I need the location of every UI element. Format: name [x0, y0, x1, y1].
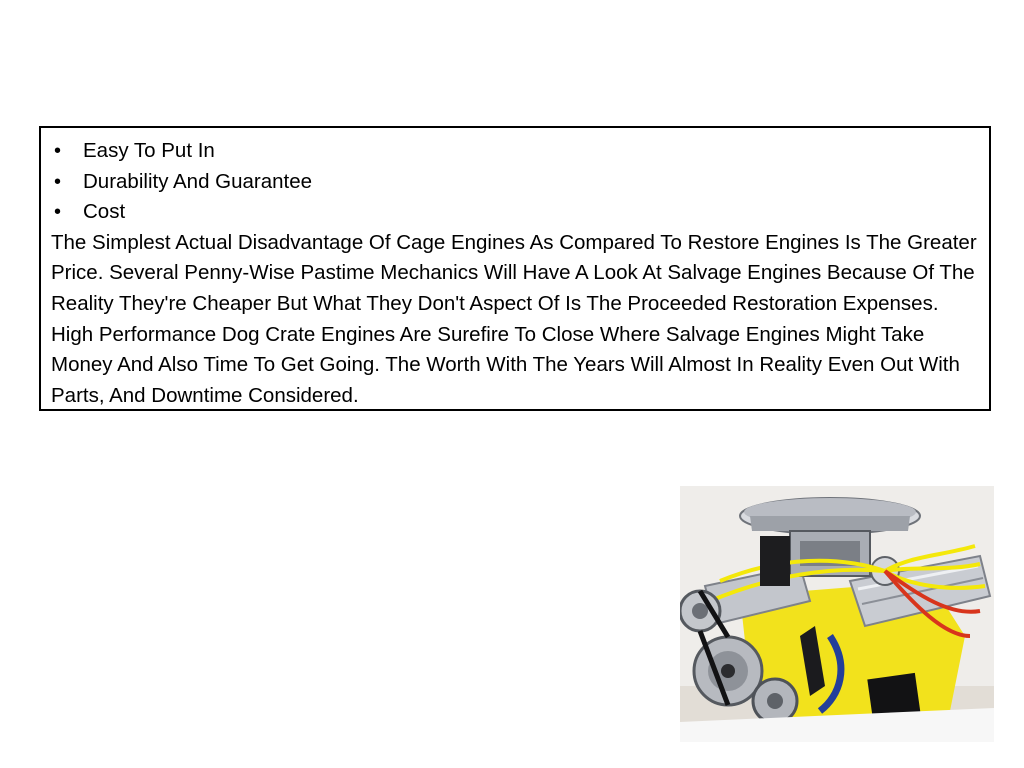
bullet-item: [51, 197, 981, 228]
bullet-item: [51, 136, 981, 167]
body-paragraph: The Simplest Actual Disadvantage Of Cage Engines As Compared To Restore Engines Is The Greater Price. Several Penny-Wise Pastime Mechanics Will Have A Look At Salvage Engines Because Of The Reality They're Cheaper But What They Don't Aspect Of Is The Proceeded Restoration Expenses. High Performance Dog Crate Engines Are Surefire To Close Where Salvage Engines Might Take Money And Also Time To Get Going. The Worth With The Years Will Almost In Reality Even Out With Parts, And Downtime Considered.: [51, 230, 977, 407]
engine-photo: [680, 486, 994, 742]
bullet-dot-icon: •: [54, 201, 62, 224]
content-text-box: [39, 126, 991, 411]
bullet-dot-icon: •: [54, 140, 62, 162]
bullet-item: [51, 167, 981, 198]
bullet-text: Easy To Put In: [83, 139, 215, 162]
bullet-dot-icon: •: [54, 170, 62, 193]
engine-illustration: [680, 486, 994, 742]
bullet-text: Cost: [83, 200, 126, 224]
bullet-text: Durability And Guarantee: [83, 169, 313, 193]
bullet-list: [51, 136, 981, 228]
